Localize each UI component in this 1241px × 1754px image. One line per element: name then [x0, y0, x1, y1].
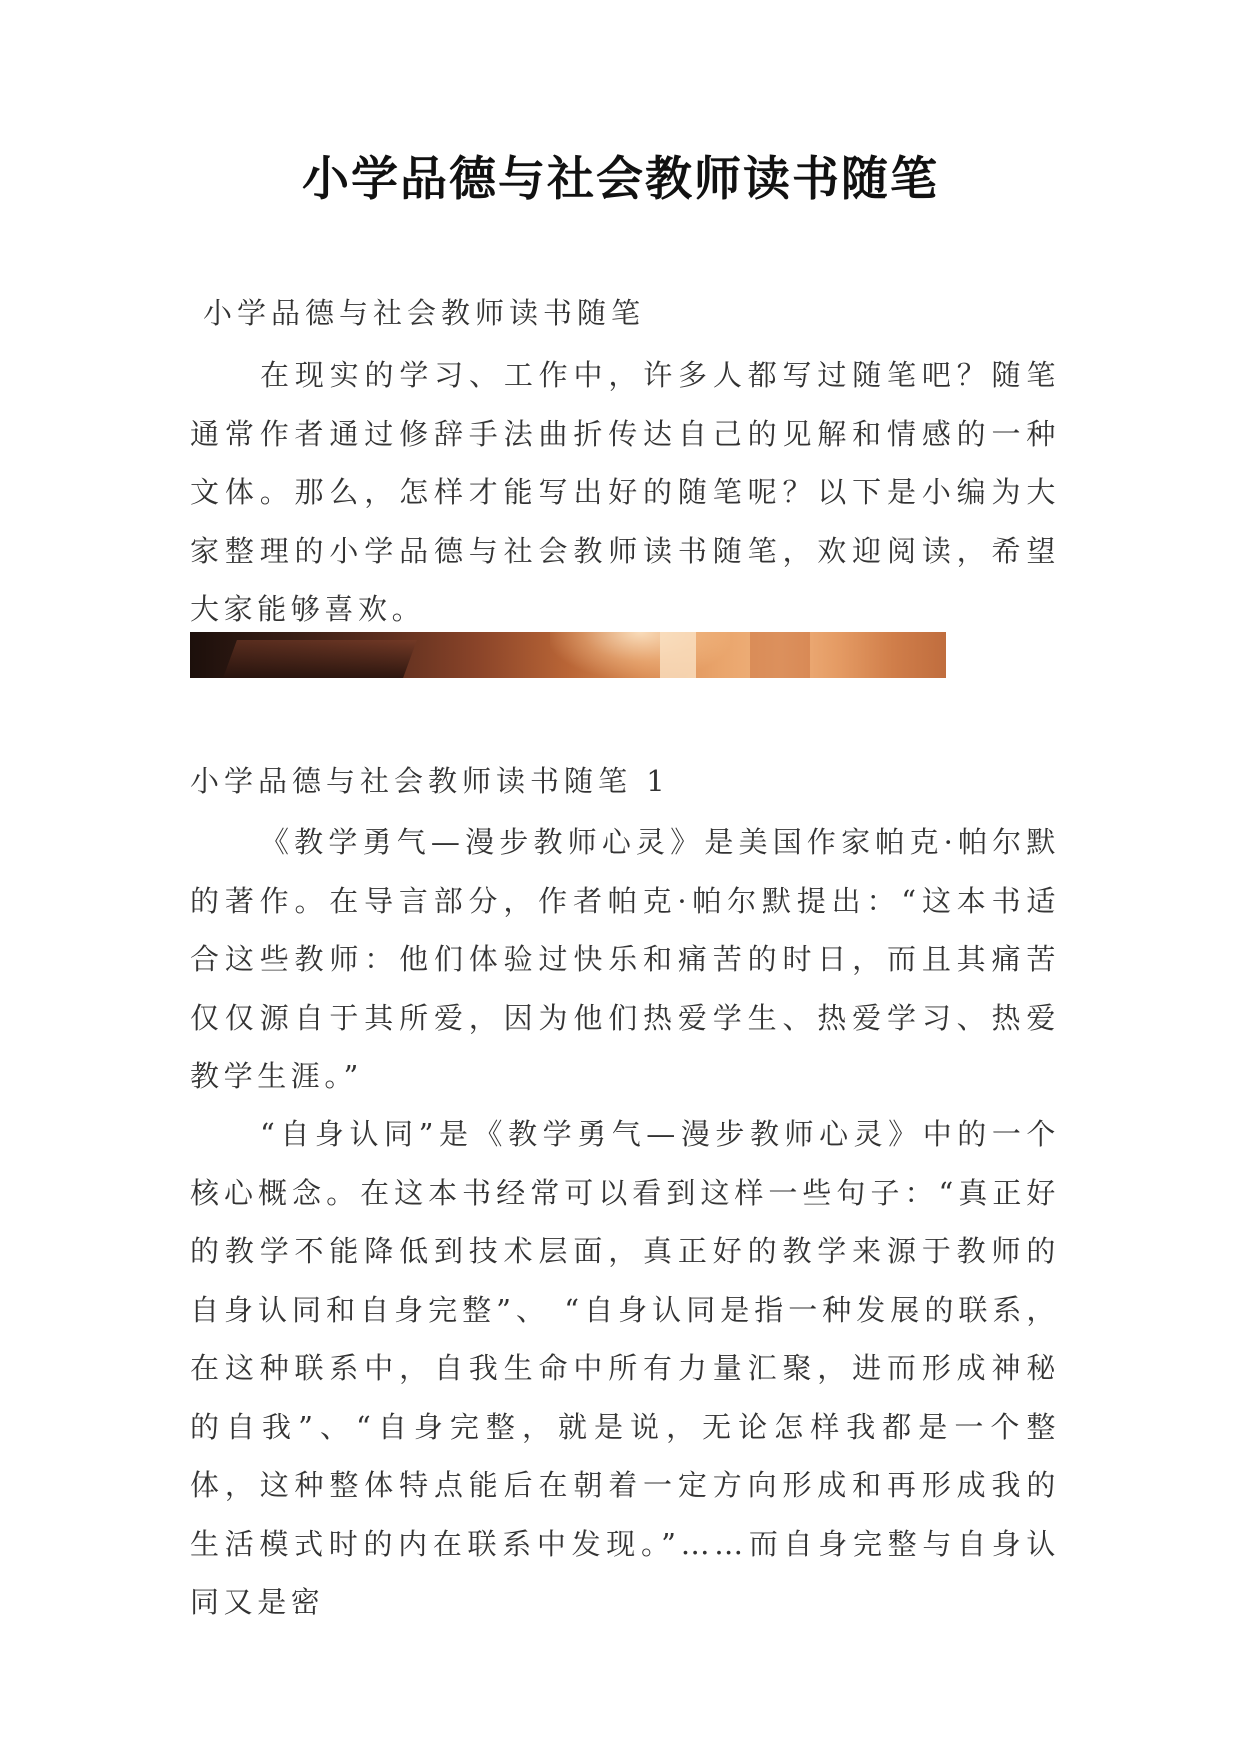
intro-paragraph: 在现实的学习、工作中，许多人都写过随笔吧？随笔通常作者通过修辞手法曲折传达自己的见解和情感的一种文体。那么，怎样才能写出好的随笔呢？以下是小编为大家整理的小学品德与社会教师读书随笔，欢迎阅读，希望大家能够喜欢。	[190, 358, 1060, 626]
body-paragraph: 《教学勇气—漫步教师心灵》是美国作家帕克·帕尔默的著作。在导言部分，作者帕克·帕尔默提出：“这本书适合这些教师：他们体验过快乐和痛苦的时日，而且其痛苦仅仅源自于其所爱，因为他们热爱学生、热爱学习、热爱教学生涯。”	[190, 825, 1060, 1093]
book-shape	[750, 632, 810, 678]
section-heading: 小学品德与社会教师读书随笔 1	[190, 764, 670, 798]
banner-image	[190, 632, 946, 678]
body-paragraph: “自身认同”是《教学勇气—漫步教师心灵》中的一个核心概念。在这本书经常可以看到这样一些句子：“真正好的教学不能降低到技术层面，真正好的教学来源于教师的自身认同和自身完整”、 “自身认同是指一种发展的联系，在这种联系中，自我生命中所有力量汇聚，进而形成神秘的自我”、“自身完整，就是说，无论怎样我都是一个整体，这种整体特点能后在朝着一定方向形成和再形成我的生活模式时的内在联系中发现。”……而自身完整与自身认同又是密	[190, 1117, 1060, 1619]
document-subtitle: 小学品德与社会教师读书随笔	[203, 296, 646, 330]
document-title: 小学品德与社会教师读书随笔	[302, 152, 939, 207]
book-shape	[223, 640, 417, 678]
light-glow	[550, 632, 730, 678]
book-shape	[660, 632, 696, 678]
